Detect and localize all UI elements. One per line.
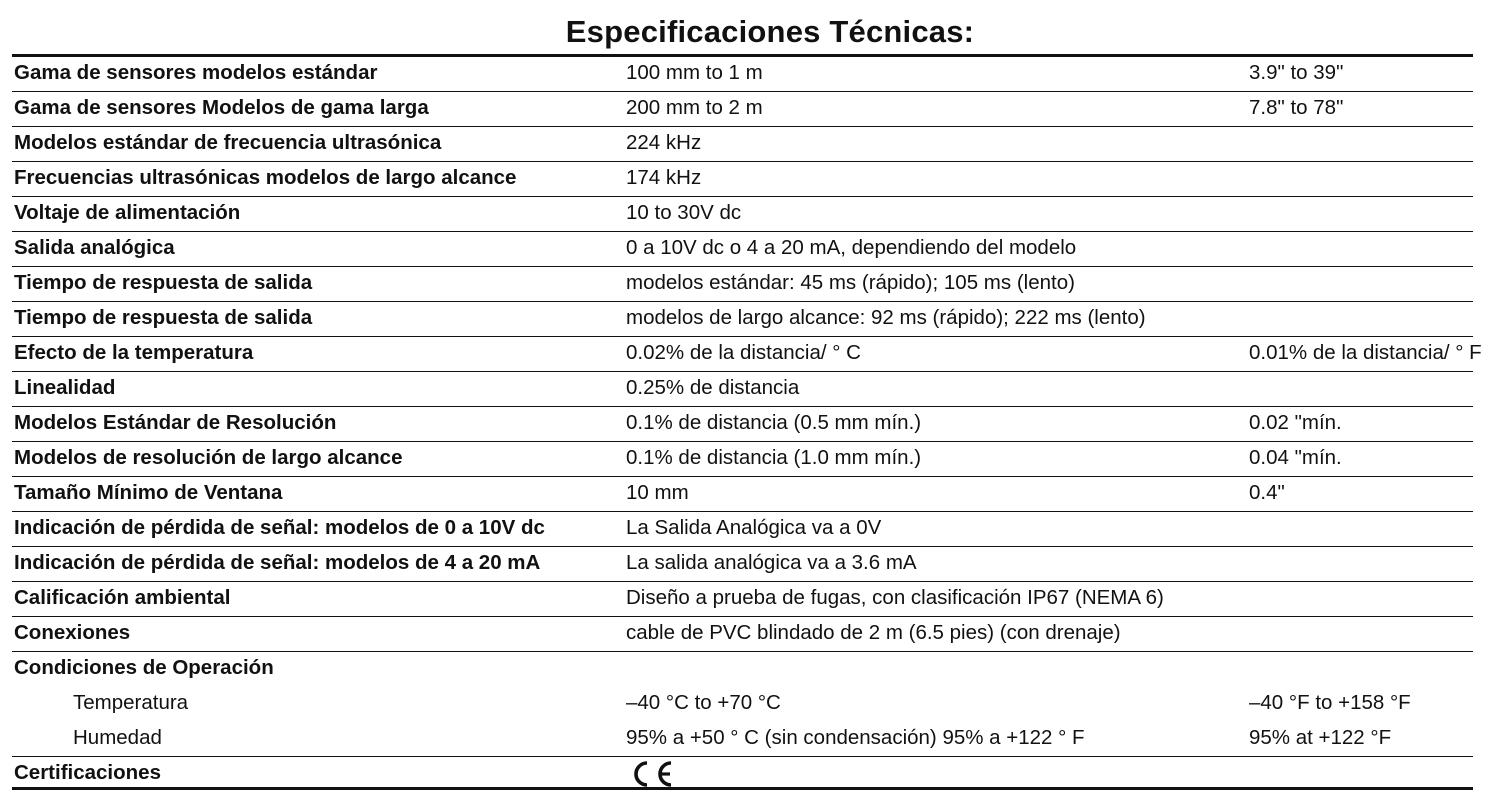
spec-value-imperial: 0.04 "mín. bbox=[1249, 446, 1342, 469]
spec-value-metric: Diseño a prueba de fugas, con clasificación IP67 (NEMA 6) bbox=[626, 586, 1164, 609]
spec-value-metric: 0.02% de la distancia/ ° C bbox=[626, 341, 861, 364]
operating-conditions-row bbox=[12, 652, 1473, 687]
spec-label: Conexiones bbox=[14, 621, 131, 644]
ce-mark-icon bbox=[625, 758, 677, 790]
table-row bbox=[12, 547, 1473, 582]
spec-value-imperial: 0.01% de la distancia/ ° F bbox=[1249, 341, 1482, 364]
table-row bbox=[12, 162, 1473, 197]
spec-label: Efecto de la temperatura bbox=[14, 341, 254, 364]
humidity-row bbox=[12, 722, 1473, 757]
spec-label: Voltaje de alimentación bbox=[14, 201, 241, 224]
spec-label: Tiempo de respuesta de salida bbox=[14, 306, 313, 329]
table-row bbox=[12, 477, 1473, 512]
table-row bbox=[12, 92, 1473, 127]
spec-value-metric: modelos estándar: 45 ms (rápido); 105 ms (lento) bbox=[626, 271, 1075, 294]
spec-value-metric: 174 kHz bbox=[626, 166, 702, 189]
spec-label: Gama de sensores modelos estándar bbox=[14, 61, 378, 84]
temperature-row bbox=[12, 687, 1473, 722]
spec-value-metric: La salida analógica va a 3.6 mA bbox=[626, 551, 917, 574]
spec-label: Gama de sensores Modelos de gama larga bbox=[14, 96, 429, 119]
spec-value-metric: La Salida Analógica va a 0V bbox=[626, 516, 882, 539]
page-title: Especificaciones Técnicas: bbox=[565, 14, 975, 49]
certifications-label: Certificaciones bbox=[14, 761, 161, 784]
spec-value-metric: 0.25% de distancia bbox=[626, 376, 800, 399]
table-row bbox=[12, 512, 1473, 547]
spec-value-metric: 0 a 10V dc o 4 a 20 mA, dependiendo del modelo bbox=[626, 236, 1077, 259]
spec-label: Indicación de pérdida de señal: modelos de 0 a 10V dc bbox=[14, 516, 545, 539]
spec-value-imperial: 0.02 "mín. bbox=[1249, 411, 1342, 434]
table-row bbox=[12, 127, 1473, 162]
table-row bbox=[12, 582, 1473, 617]
spec-value-imperial: 3.9" to 39" bbox=[1249, 61, 1344, 84]
spec-value-imperial: 0.4" bbox=[1249, 481, 1285, 504]
spec-value-metric: 0.1% de distancia (1.0 mm mín.) bbox=[626, 446, 922, 469]
operating-conditions-label: Condiciones de Operación bbox=[14, 656, 274, 679]
table-row bbox=[12, 372, 1473, 407]
spec-value-imperial: 7.8" to 78" bbox=[1249, 96, 1344, 119]
spec-label: Modelos Estándar de Resolución bbox=[14, 411, 337, 434]
spec-label: Tiempo de respuesta de salida bbox=[14, 271, 313, 294]
table-row bbox=[12, 337, 1482, 372]
table-row bbox=[12, 442, 1473, 477]
table-row bbox=[12, 267, 1473, 302]
spec-value-metric: 10 mm bbox=[626, 481, 689, 504]
table-row bbox=[12, 617, 1473, 652]
spec-value-metric: 224 kHz bbox=[626, 131, 702, 154]
temperature-label: Temperatura bbox=[73, 691, 189, 714]
spec-value-metric: 0.1% de distancia (0.5 mm mín.) bbox=[626, 411, 922, 434]
spec-label: Frecuencias ultrasónicas modelos de largo alcance bbox=[14, 166, 517, 189]
spec-label: Salida analógica bbox=[14, 236, 175, 259]
temperature-imperial: –40 °F to +158 °F bbox=[1249, 691, 1411, 714]
table-row bbox=[12, 302, 1473, 337]
spec-value-metric: 10 to 30V dc bbox=[626, 201, 742, 224]
spec-value-metric: cable de PVC blindado de 2 m (6.5 pies) (con drenaje) bbox=[626, 621, 1121, 644]
spec-value-metric: modelos de largo alcance: 92 ms (rápido); 222 ms (lento) bbox=[626, 306, 1146, 329]
temperature-metric: –40 °C to +70 °C bbox=[626, 691, 781, 714]
spec-label: Modelos de resolución de largo alcance bbox=[14, 446, 403, 469]
table-row bbox=[12, 407, 1473, 442]
spec-value-metric: 200 mm to 2 m bbox=[626, 96, 763, 119]
spec-label: Calificación ambiental bbox=[14, 586, 231, 609]
table-row bbox=[12, 57, 1473, 92]
humidity-metric: 95% a +50 ° C (sin condensación) 95% a +122 ° F bbox=[626, 726, 1085, 749]
table-row bbox=[12, 232, 1473, 267]
spec-label: Tamaño Mínimo de Ventana bbox=[14, 481, 283, 504]
spec-value-metric: 100 mm to 1 m bbox=[626, 61, 763, 84]
table-row bbox=[12, 197, 1473, 232]
spec-label: Linealidad bbox=[14, 376, 116, 399]
humidity-label: Humedad bbox=[73, 726, 162, 749]
humidity-imperial: 95% at +122 °F bbox=[1249, 726, 1392, 749]
spec-table bbox=[12, 57, 1482, 792]
bottom-rule bbox=[12, 787, 1473, 790]
spec-label: Indicación de pérdida de señal: modelos de 4 a 20 mA bbox=[14, 551, 541, 574]
spec-label: Modelos estándar de frecuencia ultrasónica bbox=[14, 131, 442, 154]
